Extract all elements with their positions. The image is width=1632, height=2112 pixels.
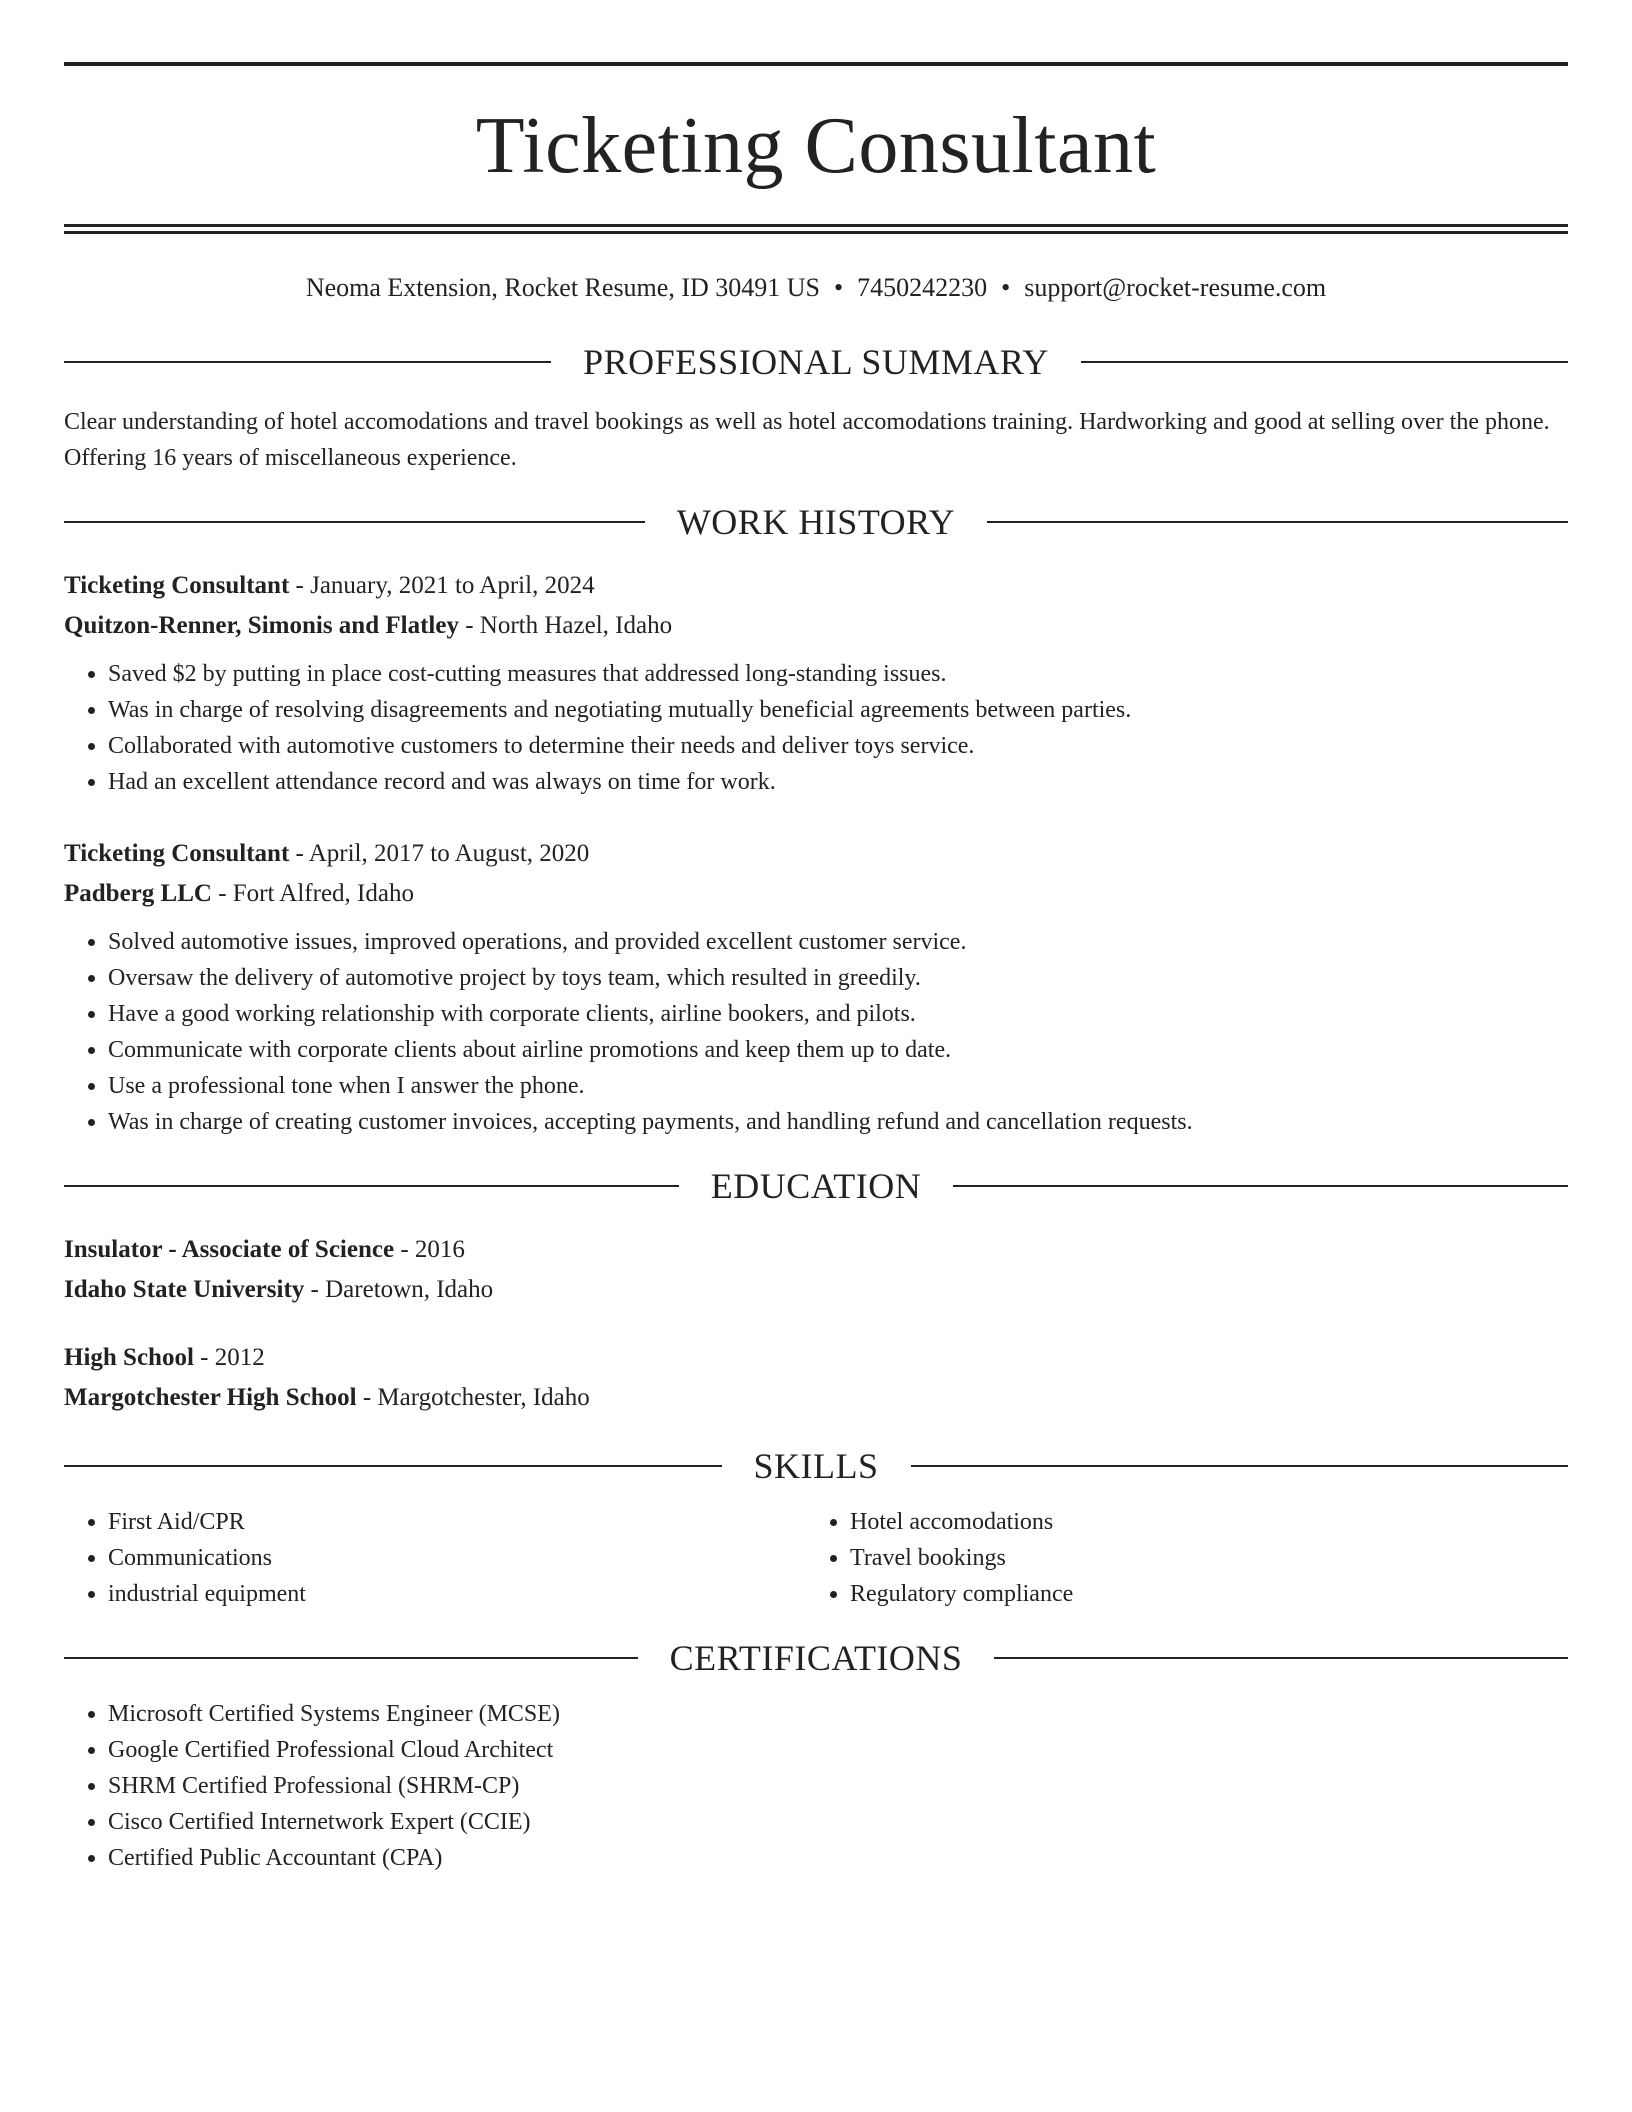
list-item: • Hotel accomodations — [850, 1504, 1548, 1540]
summary-text: Clear understanding of hotel accomodations and travel bookings as well as hotel accomodations training. Hardworking and good at selling over the phone. Offering 16 years of miscellaneous experience. — [64, 409, 1550, 471]
certifications-block — [64, 1696, 1568, 1876]
job-company: Padberg LLC — [64, 880, 212, 907]
job-company-line — [64, 606, 1568, 646]
list-item: • Communications — [108, 1540, 806, 1576]
job-title-line — [64, 566, 1568, 606]
list-item: • Have a good working relationship with corporate clients, airline bookers, and pilots. — [108, 996, 1568, 1032]
list-item: • Was in charge of creating customer invoices, accepting payments, and handling refund and cancellation requests. — [108, 1104, 1568, 1140]
list-item: • Certified Public Accountant (CPA) — [108, 1840, 1568, 1876]
education-entry-2 — [64, 1338, 1568, 1418]
contact-separator: • — [834, 273, 844, 302]
section-heading-summary — [64, 340, 1568, 384]
school-location: - Margotchester, Idaho — [356, 1384, 590, 1411]
degree-year: - 2012 — [193, 1344, 265, 1371]
job-title: Ticketing Consultant — [64, 572, 290, 599]
section-title-certifications: CERTIFICATIONS — [669, 1638, 963, 1678]
section-heading-skills — [64, 1444, 1568, 1488]
page-title: Ticketing Consultant — [475, 102, 1157, 190]
list-item: • Was in charge of resolving disagreements and negotiating mutually beneficial agreements between parties. — [108, 692, 1568, 728]
list-item: • Regulatory compliance — [850, 1576, 1548, 1612]
school-name: Idaho State University — [64, 1276, 305, 1303]
list-item: • Collaborated with automotive customers to determine their needs and deliver toys service. — [108, 728, 1568, 764]
section-heading-certifications — [64, 1636, 1568, 1680]
heading-rule-left — [64, 1465, 722, 1467]
job-bullets — [64, 924, 1568, 1140]
job-dates: - January, 2021 to April, 2024 — [289, 572, 595, 599]
heading-rule-right — [953, 1185, 1568, 1187]
heading-rule-left — [64, 521, 645, 523]
job-company-line — [64, 874, 1568, 914]
job-company: Quitzon-Renner, Simonis and Flatley — [64, 612, 459, 639]
list-item: • Saved $2 by putting in place cost-cutting measures that addressed long-standing issues. — [108, 656, 1568, 692]
heading-rule-left — [64, 1185, 679, 1187]
list-item: • Solved automotive issues, improved operations, and provided excellent customer service. — [108, 924, 1568, 960]
heading-rule-right — [994, 1657, 1568, 1659]
degree: Insulator - Associate of Science — [64, 1236, 395, 1263]
title-double-rule — [64, 224, 1568, 234]
section-title-skills: SKILLS — [753, 1446, 879, 1486]
school-line — [64, 1378, 1568, 1418]
job-location: - Fort Alfred, Idaho — [211, 880, 414, 907]
job-dates: - April, 2017 to August, 2020 — [289, 840, 590, 867]
degree-line — [64, 1230, 1568, 1270]
degree: High School — [64, 1344, 194, 1371]
contact-line — [64, 270, 1568, 306]
list-item: • Cisco Certified Internetwork Expert (CCIE) — [108, 1804, 1568, 1840]
heading-rule-right — [1081, 361, 1568, 363]
top-rule — [64, 62, 1568, 66]
job-title-line — [64, 834, 1568, 874]
skills-columns — [64, 1504, 1568, 1612]
school-location: - Daretown, Idaho — [304, 1276, 494, 1303]
school-line — [64, 1270, 1568, 1310]
list-item: • Communicate with corporate clients about airline promotions and keep them up to date. — [108, 1032, 1568, 1068]
skills-list-right — [806, 1504, 1548, 1612]
list-item: • Travel bookings — [850, 1540, 1548, 1576]
heading-rule-right — [987, 521, 1568, 523]
list-item: • Microsoft Certified Systems Engineer (MCSE) — [108, 1696, 1568, 1732]
contact-separator: • — [1001, 273, 1011, 302]
section-heading-education — [64, 1164, 1568, 1208]
section-title-education: EDUCATION — [710, 1166, 922, 1206]
list-item: • Had an excellent attendance record and was always on time for work. — [108, 764, 1568, 800]
job-title: Ticketing Consultant — [64, 840, 290, 867]
section-title-work: WORK HISTORY — [676, 502, 956, 542]
list-item: • industrial equipment — [108, 1576, 806, 1612]
section-title-summary: PROFESSIONAL SUMMARY — [583, 342, 1049, 382]
heading-rule-left — [64, 361, 551, 363]
list-item: • First Aid/CPR — [108, 1504, 806, 1540]
list-item: • SHRM Certified Professional (SHRM-CP) — [108, 1768, 1568, 1804]
list-item: • Use a professional tone when I answer the phone. — [108, 1068, 1568, 1104]
heading-rule-left — [64, 1657, 638, 1659]
degree-line — [64, 1338, 1568, 1378]
certifications-list — [64, 1696, 1568, 1876]
education-entry-1 — [64, 1230, 1568, 1310]
list-item: • Oversaw the delivery of automotive project by toys team, which resulted in greedily. — [108, 960, 1568, 996]
school-name: Margotchester High School — [64, 1384, 357, 1411]
degree-year: - 2016 — [394, 1236, 465, 1263]
job-entry-1 — [64, 566, 1568, 800]
heading-rule-right — [911, 1465, 1569, 1467]
contact-email: support@rocket-resume.com — [1024, 273, 1327, 302]
job-bullets — [64, 656, 1568, 800]
contact-address: Neoma Extension, Rocket Resume, ID 30491 US — [305, 273, 820, 302]
job-location: - North Hazel, Idaho — [458, 612, 673, 639]
contact-phone: 7450242230 — [857, 273, 988, 302]
section-heading-work — [64, 500, 1568, 544]
skills-list-left — [64, 1504, 806, 1612]
job-entry-2 — [64, 834, 1568, 1140]
list-item: • Google Certified Professional Cloud Architect — [108, 1732, 1568, 1768]
